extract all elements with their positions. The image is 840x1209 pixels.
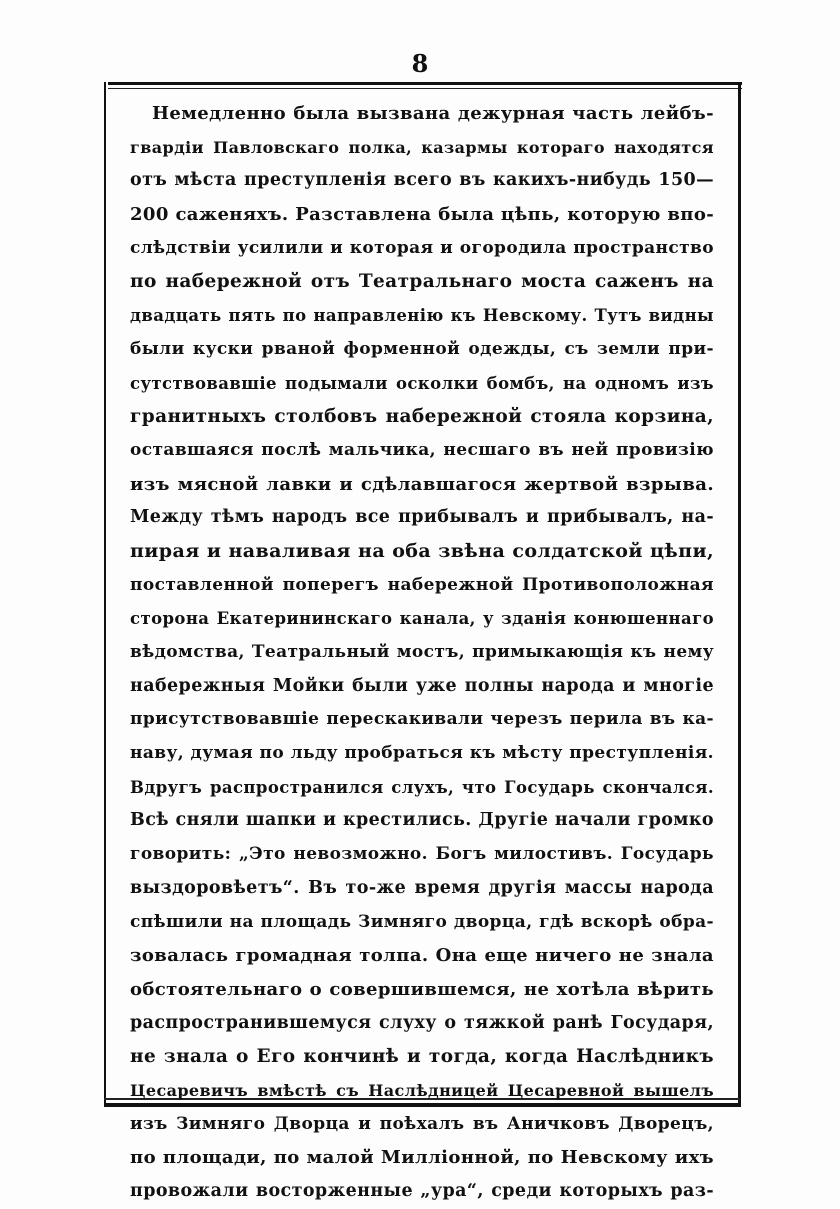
right-border — [738, 82, 741, 1107]
text-line: сторона Екатерининскаго канала, у зданія конюшеннаго — [130, 609, 714, 629]
text-line: говорить: „Это невозможно. Богъ милостивъ. Государь — [130, 844, 714, 865]
text-line: Немедленно была вызвана дежурная часть лейбъ- — [152, 103, 714, 124]
text-line: по набережной отъ Театральнаго моста саженъ на — [130, 271, 714, 293]
text-line: изъ мясной лавки и сдѣлавшагося жертвой взрыва. — [130, 473, 714, 495]
text-line: оставшаяся послѣ мальчика, несшаго въ ней провизію — [130, 439, 714, 460]
text-line: слѣдствіи усилили и которая и огородила пространство — [130, 237, 714, 258]
text-line: наву, думая по льду пробраться къ мѣсту преступленія. — [130, 743, 714, 764]
text-line: Между тѣмъ народъ все прибывалъ и прибывалъ, на- — [130, 507, 714, 528]
text-line: провожали восторженные „ура“, среди которыхъ раз- — [130, 1181, 714, 1201]
left-border — [104, 82, 106, 1107]
text-line: сутствовавшіе подымали осколки бомбъ, на одномъ изъ — [130, 373, 714, 393]
top-border-thin — [108, 88, 742, 89]
body-text — [130, 97, 714, 1209]
text-line: не знала о Его кончинѣ и тогда, когда Наслѣдникъ — [130, 1046, 714, 1068]
text-line: пирая и наваливая на оба звѣна солдатской цѣпи, — [130, 539, 714, 562]
text-line: по площади, по малой Милліонной, по Невскому ихъ — [130, 1147, 714, 1169]
text-line: зовалась громадная толпа. Она еще ничего не знала — [130, 945, 714, 967]
text-line: были куски рваной форменной одежды, съ земли при- — [130, 338, 714, 359]
text-line: распространившемуся слуху о тяжкой ранѣ Государя, — [130, 1012, 714, 1033]
text-line: обстоятельнаго о совершившемся, не хотѣла вѣрить — [130, 978, 714, 1000]
text-line: двадцать пять по направленію къ Невскому. Тутъ видны — [130, 306, 714, 326]
text-line: вѣдомства, Театральный мостъ, примыкающія къ нему — [130, 642, 714, 662]
text-line: Цесаревичъ вмѣстѣ съ Наслѣдницей Цесаревной вышелъ — [130, 1080, 714, 1100]
text-line: набережныя Мойки были уже полны народа и многіе — [130, 675, 714, 696]
text-line: Всѣ сняли шапки и крестились. Другіе начали громко — [130, 810, 714, 831]
text-line: гранитныхъ столбовъ набережной стояла корзина, — [130, 406, 714, 428]
text-line: присутствовавшіе перескакивали черезъ перила въ ка- — [130, 709, 714, 730]
text-line: поставленной поперегъ набережной Противоположная — [130, 574, 714, 595]
text-line: выздоровѣетъ“. Въ то-же время другія массы народа — [130, 877, 714, 898]
text-line: отъ мѣста преступленія всего въ какихъ-нибудь 150— — [130, 170, 714, 191]
page-number: 8 — [411, 49, 429, 78]
text-line: гвардіи Павловскаго полка, казармы котораго находятся — [130, 137, 714, 157]
text-line: 200 саженяхъ. Разставлена была цѣпь, которую впо- — [130, 204, 715, 226]
top-border-thick — [108, 82, 742, 85]
text-line: изъ Зимняго Дворца и поѣхалъ въ Аничковъ Дворецъ, — [130, 1113, 714, 1134]
text-line: спѣшили на площадь Зимняго дворца, гдѣ вскорѣ обра- — [130, 911, 714, 932]
text-line: Вдругъ распространился слухъ, что Государь скончался. — [130, 777, 714, 797]
